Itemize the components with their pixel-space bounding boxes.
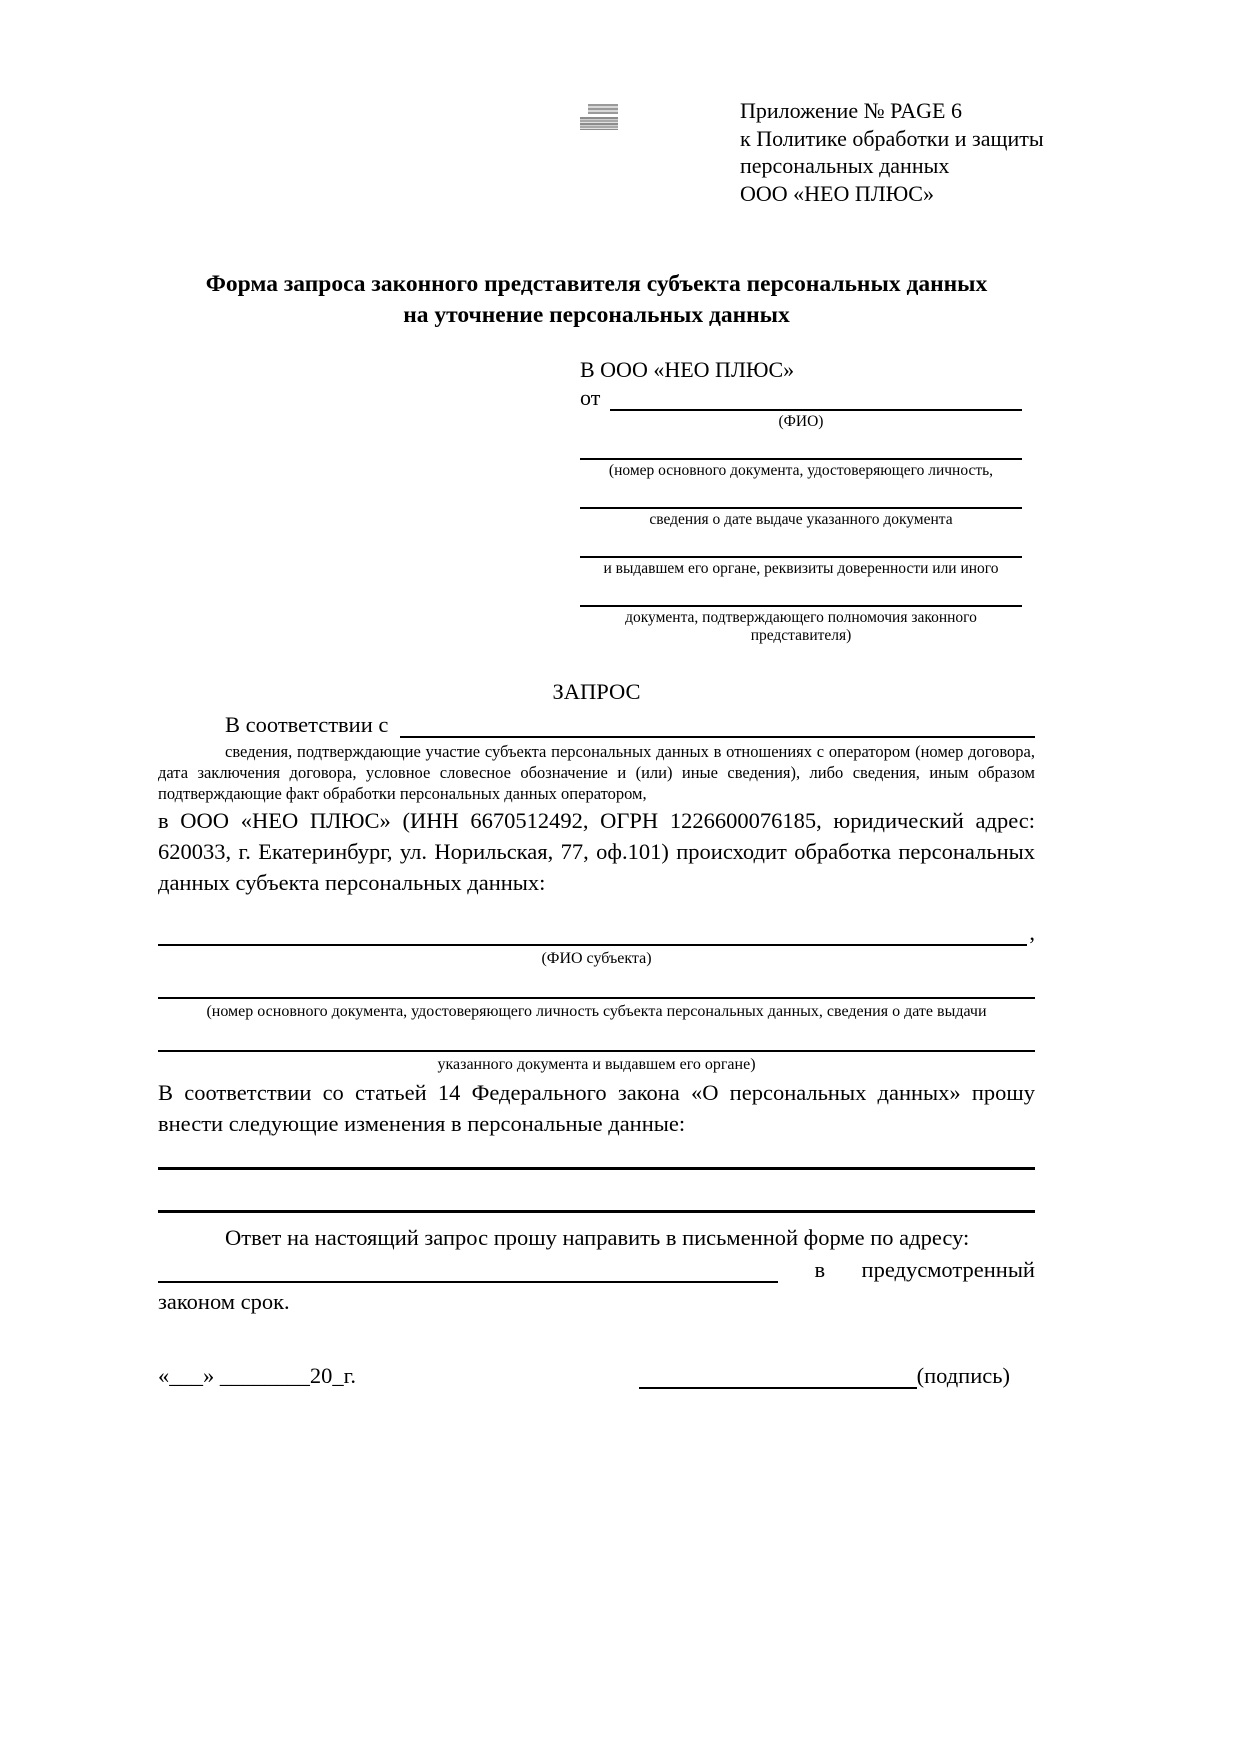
document-title-line2: на уточнение персональных данных — [403, 302, 790, 328]
answer-word-v: в — [814, 1257, 826, 1282]
changes-fill-line-1 — [158, 1139, 1035, 1170]
signature-field — [639, 1363, 1010, 1389]
document-title — [158, 269, 1035, 331]
appendix-header — [740, 0, 1044, 207]
fill-line — [580, 529, 1022, 558]
request-heading: ЗАПРОС — [552, 679, 641, 704]
signature-row — [158, 1363, 1035, 1389]
signature-fill-line — [639, 1363, 917, 1389]
appendix-policy-line1: к Политике обработки и защиты — [740, 125, 1044, 151]
changes-fill-line-2 — [158, 1170, 1035, 1213]
accordance-fill-line — [400, 712, 1035, 738]
from-field — [580, 385, 1022, 411]
representative-doc-field-2 — [580, 480, 1022, 529]
fill-line — [580, 480, 1022, 509]
accordance-label: В соответствии с — [225, 712, 389, 737]
document-title-line1: Форма запроса законного представителя субъекта персональных данных — [205, 271, 988, 297]
fill-line — [158, 968, 1035, 999]
signature-caption: (подпись) — [916, 1363, 1010, 1388]
representative-doc-field-4 — [580, 578, 1022, 645]
doc-caption-1: (номер основного документа, удостоверяющего личность, — [608, 462, 994, 479]
answer-word-predusmotrenny: предусмотренный — [861, 1257, 1035, 1282]
answer-paragraph-line1: Ответ на настоящий запрос прошу направить в письменной форме по адресу: — [225, 1225, 970, 1250]
subject-doc-field-1 — [158, 968, 1035, 1021]
subject-fio-caption: (ФИО субъекта) — [541, 950, 652, 967]
trailing-comma: , — [1029, 920, 1035, 945]
doc-caption-3: и выдавшем его органе, реквизиты доверенности или иного — [603, 560, 999, 577]
fill-line — [158, 1021, 1035, 1052]
appendix-policy-line2: персональных данных — [740, 153, 950, 178]
doc-caption-2: сведения о дате выдаче указанного документа — [649, 511, 953, 528]
from-fill-line — [610, 385, 1022, 411]
fill-line — [580, 431, 1022, 460]
answer-paragraph-line3: законом срок. — [158, 1289, 290, 1314]
logo-stripe-top — [588, 104, 618, 114]
law-paragraph: В соответствии со статьей 14 Федерального закона «О персональных данных» прошу внести следующие изменения в персональные данные: — [158, 1080, 1035, 1136]
fill-line — [580, 578, 1022, 607]
representative-doc-field-3 — [580, 529, 1022, 578]
appendix-company: ООО «НЕО ПЛЮС» — [740, 180, 934, 206]
addressee-company: В ООО «НЕО ПЛЮС» — [580, 357, 795, 382]
answer-address-field — [158, 1257, 1035, 1283]
logo-stripe-bottom — [580, 117, 618, 130]
subject-doc-field-2 — [158, 1021, 1035, 1074]
from-label: от — [580, 385, 601, 410]
address-fill-line — [158, 1257, 778, 1283]
subject-doc-caption-1: (номер основного документа, удостоверяющего личность субъекта персональных данных, сведения о дате выдачи — [206, 1003, 987, 1020]
accordance-footnote: сведения, подтверждающие участие субъекта персональных данных в отношениях с оператором (номер договора, дата заключения договора, условное словесное обозначение и (или) иные сведения), либо сведения, иным образом подтверждающие факт обработки персональных данных оператором, — [158, 742, 1035, 803]
date-field: «___» ________20_г. — [158, 1363, 356, 1388]
operator-paragraph: в ООО «НЕО ПЛЮС» (ИНН 6670512492, ОГРН 1226600076185, юридический адрес: 620033, г. Екатеринбург, ул. Норильская, 77, оф.101) происходит обработка персональных данных субъекта персональных данных: — [158, 808, 1035, 895]
appendix-number: Приложение № PAGE 6 — [740, 98, 962, 123]
addressee-block — [580, 357, 1022, 645]
subject-fio-field — [158, 920, 1035, 946]
accordance-field — [158, 712, 1035, 738]
subject-doc-caption-2: указанного документа и выдавшем его органе) — [437, 1056, 756, 1073]
subject-fio-fill-line — [158, 920, 1027, 946]
fio-caption: (ФИО) — [778, 413, 824, 430]
doc-caption-4: документа, подтверждающего полномочия законного представителя) — [625, 609, 977, 644]
document-logo-image — [580, 104, 618, 130]
representative-doc-field-1 — [580, 431, 1022, 480]
